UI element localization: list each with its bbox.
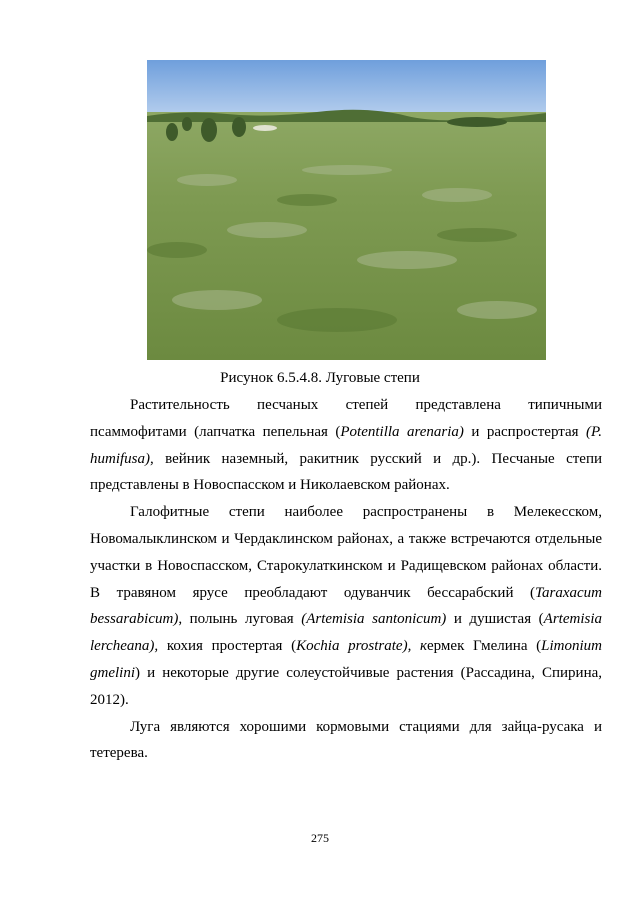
- latin-name: Limonium gmelini: [90, 638, 602, 681]
- text-run: и душистая (: [446, 611, 544, 628]
- page-number: 275: [311, 831, 329, 845]
- latin-name: Artemisia lercheana),: [90, 611, 602, 655]
- latin-name: Potentilla arenaria): [340, 423, 464, 440]
- body-text: [90, 392, 602, 767]
- figure-caption: Рисунок 6.5.4.8. Луговые степи: [220, 370, 420, 386]
- text-run: кохия простертая (: [158, 638, 297, 655]
- text-run: и распростертая: [463, 423, 587, 440]
- text-run: ) и некоторые другие солеустойчивые растения (Рассадина, Спирина, 2012).: [90, 664, 602, 708]
- latin-name: (Artemisia santonicum): [301, 611, 447, 628]
- latin-name: (P. humifusa): [90, 423, 602, 467]
- paragraph-3: [90, 714, 602, 768]
- paragraph-2: [90, 499, 602, 713]
- text-run: Растительность песчаных степей представлена типичными псаммофитами (лапчатка пепельная (: [90, 397, 602, 440]
- text-run: ермек Гмелина (: [427, 638, 542, 655]
- text-run: Галофитные степи наиболее распространены в Мелекесском, Новомалыклинском и Чердаклинском районах, а также встречаются отдельные участки в Новоспасском, Старокулаткинском и Радищевском районах области. В травяном ярусе преобладают одуванчик бессарабский (: [90, 504, 602, 601]
- latin-name: Taraxacum bessarabicum): [90, 584, 602, 628]
- text-run: , полынь луговая: [178, 611, 302, 628]
- paragraph-1: [90, 392, 602, 499]
- steppe-photo: [147, 60, 546, 360]
- text-run: Луга являются хорошими кормовыми стациями для зайца-русака и тетерева.: [90, 718, 602, 762]
- latin-name: Kochia prostrate), к: [296, 638, 427, 655]
- text-run: , вейник наземный, ракитник русский и др.). Песчаные степи представлены в Новоспасском и Николаевском районах.: [90, 450, 602, 494]
